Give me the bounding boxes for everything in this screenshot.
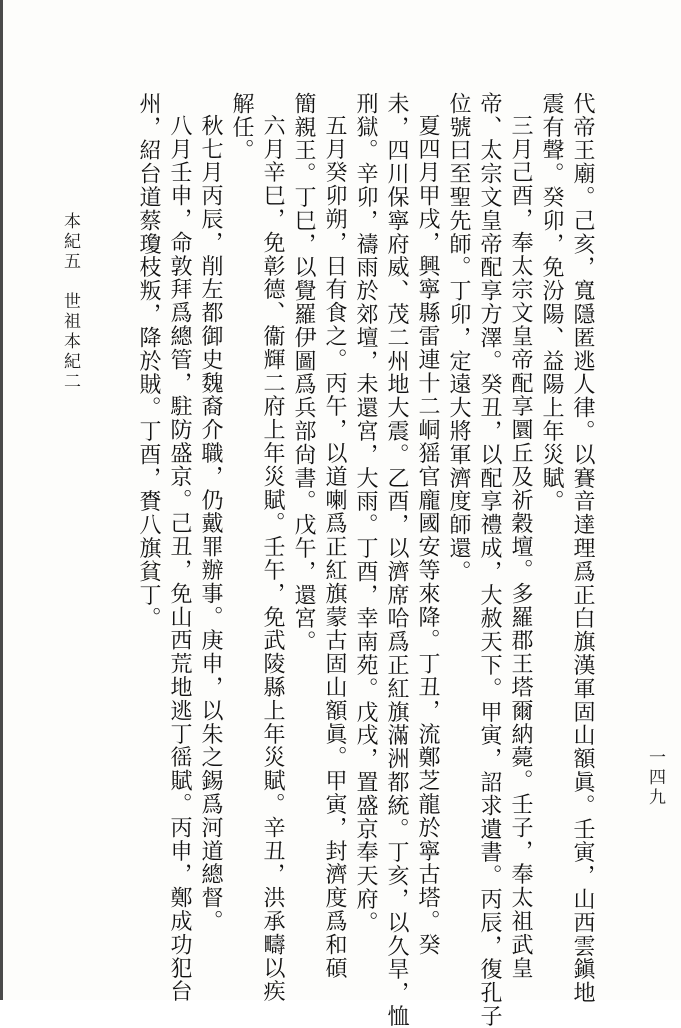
text-column-2: 震有聲。癸卯，免汾陽、益陽上年災賦。 bbox=[539, 92, 564, 514]
text-column-4: 帝、太宗文皇帝配享方澤。癸丑，以配享禮成，大赦天下。甲寅，詔求遺書。丙辰，復孔子 bbox=[477, 92, 502, 1028]
text-column-5: 位號曰至聖先師。丁卯，定遠大將軍濟度師還。 bbox=[446, 92, 471, 584]
text-column-1: 代帝王廟。己亥，寬隱匿逃人律。以賽音達理爲正白旗漢軍固山額眞。壬寅，山西雲鎭地 bbox=[570, 92, 595, 1005]
page-number: 一四九 bbox=[645, 748, 665, 808]
text-column-14: 八月壬申，命敦拜爲總管，駐防盛京。己丑，免山西荒地逃丁徭賦。丙申，鄭成功犯台 bbox=[167, 114, 192, 1004]
text-column-8: 刑獄。辛卯，禱雨於郊壇，未還宮，大雨。丁酉，幸南苑。戊戌，置盛京奉天府。 bbox=[353, 92, 378, 935]
text-column-15: 州，紹台道蔡瓊枝叛，降於賊。丁酉，賚八旗貧丁。 bbox=[136, 92, 161, 631]
running-header: 本紀五 世祖本紀二 bbox=[60, 212, 80, 392]
text-column-13: 秋七月丙辰，削左都御史魏裔介職，仍戴罪辦事。庚申，以朱之錫爲河道總督。 bbox=[198, 114, 223, 933]
text-column-12: 解任。 bbox=[229, 92, 254, 163]
page-edge-shadow bbox=[0, 0, 3, 1000]
text-column-10: 簡親王。丁巳，以覺羅伊圖爲兵部尙書。戊午，還宮。 bbox=[291, 92, 316, 654]
text-column-7: 未，四川保寧府威、茂二州地大震。乙酉，以濟席哈爲正紅旗滿洲都統。丁亥，以久旱，恤 bbox=[384, 92, 409, 1028]
text-column-9: 五月癸卯朔，日有食之。丙午，以道喇爲正紅旗蒙古固山額眞。甲寅，封濟度爲和碩 bbox=[322, 114, 347, 980]
text-column-11: 六月辛巳，免彰德、衞輝二府上年災賦。壬午，免武陵縣上年災賦。辛丑，洪承疇以疾 bbox=[260, 114, 285, 1004]
text-column-3: 三月己酉，奉太宗文皇帝配享圜丘及祈穀壇。多羅郡王塔爾納薨。壬子，奉太祖武皇 bbox=[508, 114, 533, 980]
text-column-6: 夏四月甲戌，興寧縣雷連十二峒猺官龐國安等來降。丁丑，流鄭芝龍於寧古塔。癸 bbox=[415, 114, 440, 957]
